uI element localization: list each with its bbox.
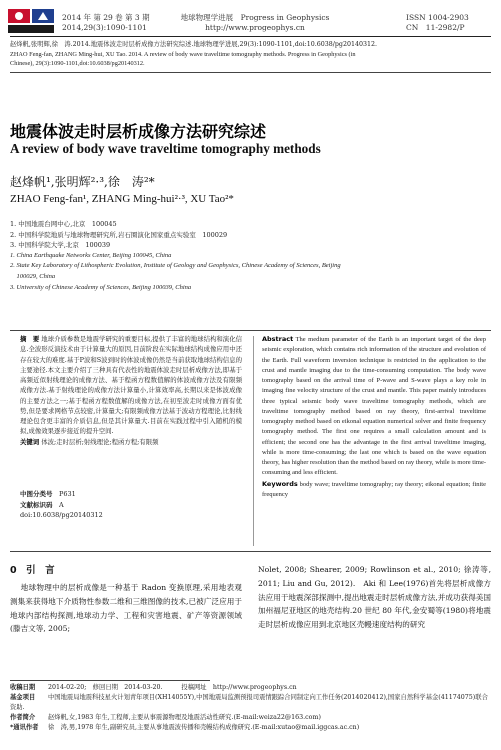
- footnote-text: 徐 涛,男,1978 年生,副研究员,主要从事地震波传播和壳幔结构成像研究.(E-mail:xutao@mail.iggcas.ac.cn): [48, 724, 360, 731]
- issn-block: [406, 13, 469, 33]
- journal-title: 地球物理学进展 Progress in Geophysics: [180, 13, 330, 22]
- citation-line: Chinese), 29(3):1090-1101,doi:10.6038/pg20140312.: [10, 60, 145, 68]
- clc-label: 中图分类号: [20, 490, 53, 498]
- doc-code: A: [59, 500, 64, 509]
- section-number: 0: [10, 565, 17, 576]
- affiliation-line: 2. 中国科学院地质与地球物理研究所,岩石圈演化国家重点实验室 100029: [10, 230, 228, 239]
- abstract-english: [262, 334, 486, 500]
- footnote-text: 2014-02-20; 修回日期 2014-03-20. 投稿网址 http://www.progeophys.cn: [48, 684, 297, 691]
- abstract-divider: [253, 336, 254, 546]
- journal-website-link[interactable]: http://www.progeophys.cn: [205, 23, 305, 32]
- abstract-en-text: The medium parameter of the Earth is an important target of the deep seismic exploration, which contains rich information of the structure and evolution of the Earth. Full waveform inversion technique is restricted in the application to the crust and mantle imaging due to the time-consuming computation. The body wave tomography based on the arrival time of P-wave and S-wave plays a key role in imaging fine velocity structure of the crust and mantle. This paper mainly introduces three typical seismic body wave traveltime tomography methods, which are traveltime tomography method based on ray theory, first-arrival traveltime tomography method based on eikonal equation numerical solver and finite frequency tomography method. The first one requires a small calculation amount and is efficient; the second one has the advantage in the first arrival traveltime imaging, while is more time-consuming; the last one which is based on the wave equation theory, has higher resolution than the method based on ray theory, while is more time-consuming and less efficient.: [262, 336, 486, 477]
- keywords-cn-label: 关键词: [20, 437, 40, 446]
- affiliation-line: 2. State Key Laboratory of Lithospheric Evolution, Institute of Geology and Geophysics, Chinese Academy of Sciences, Beijing: [10, 262, 341, 270]
- title-chinese: 地震体波走时层析成像方法研究综述: [10, 122, 267, 141]
- affiliation-line: 3. University of Chinese Academy of Sciences, Beijing 100039, China: [10, 283, 192, 291]
- keywords-cn: [20, 437, 242, 447]
- issn: ISSN 1004-2903: [406, 13, 469, 22]
- citation-line: ZHAO Feng-fan, ZHANG Ming-hui, XU Tao. 2014. A review of body wave traveltime tomography methods. Progress in Geophysics (in: [10, 50, 356, 58]
- abstract-cn-label: 摘 要: [20, 335, 40, 343]
- body-paragraph: 地球物理中的层析成像是一种基于 Radon 变换原理,采用地表观测集来获得地下介质物性参数二维和三维图像的技术,已被广泛应用于地球内部结构探测,地球动力学、工程和灾害地震、矿产等资源领域(滕吉文等, 2005;: [10, 583, 242, 634]
- year-volume-pages: 2014,29(3):1090-1101: [62, 23, 147, 32]
- affiliation-line: 100029, China: [10, 272, 56, 280]
- keywords-en-text: body wave; traveltime tomography; ray theory; eikonal equation; finite frequency: [262, 480, 486, 498]
- abstract-top-rule: [10, 330, 491, 331]
- body-paragraph: Nolet, 2008; Shearer, 2009; Rowlinson et al., 2010; 徐涛等, 2011; Liu and Gu, 2012). Aki 和 Lee(1976)首先将层析成像方法应用于地震深部探测中,提出地震走时层析成像方法,并成功获得美国加州福尼亚地区的地壳结构.20 世纪 80 年代,金安蜀等(1980)将地震走时层析成像应用到北京地区壳幔速度结构的研究: [258, 565, 491, 630]
- classification-block: [20, 489, 103, 521]
- affiliation-line: 3. 中国科学院大学,北京 100039: [10, 241, 111, 250]
- section-title: 引 言: [26, 565, 55, 576]
- abstract-cn-text: 地球介质参数是地震学研究的重要目标,提供了丰富的地球结构和演化信息.全波形反演技术由于计算量大的原因,目前阶段在实际地球结构成像应用中还存在较大的难度.基于P波和S波到时的体波成像仍然是当前获取地球结构信息的主要途径.本文主要介绍了三种具有代表性的地震体波走时层析成像方法,即基于高频近似射线理论的成像方法、基于程函方程数值解的体波成像方法及有限频成像方法.基于射线理论的成像方法计算量小,计算效率高,长期以来是体波成像的主要方法之一;基于程函方程数值解的成像方法,在初至波走时成像方面有优势,但是要求网格节点较密,计算量大;有限频成像方法基于波动方程理论,比射线理论包含更丰富的介质信息,但是其计算量大.目前在实践过程中引入随机的模拟,成像效果逐步接近的提升空间.: [20, 335, 243, 436]
- footnote-rule: [10, 680, 210, 681]
- footnote-label: *通讯作者: [10, 724, 39, 731]
- footnote-author: [10, 713, 491, 723]
- doi-link[interactable]: doi:10.6038/pg20140312: [20, 511, 103, 520]
- footnote-label: 收稿日期: [10, 684, 36, 691]
- affiliation-line: 1. 中国地震台网中心,北京 100045: [10, 220, 117, 228]
- keywords-en-label: Keywords: [262, 479, 298, 488]
- footnote-label: 基金项目: [10, 694, 36, 701]
- body-column-right: [258, 563, 491, 632]
- authors-english: ZHAO Feng-fan¹, ZHANG Ming-hui²·³, XU Tao²*: [10, 193, 234, 205]
- keywords-en: [262, 479, 486, 501]
- footnotes: [10, 683, 491, 733]
- citation-line: 赵烽帆,张明辉,徐 涛.2014.地震体波走时层析成像方法研究综述.地球物理学进展,29(3):1090-1101,doi:10.6038/pg20140312.: [10, 41, 377, 48]
- journal-year-volume: 2014 年 第 29 卷 第 3 期: [62, 13, 150, 22]
- issue-info: [62, 13, 150, 33]
- footnote-corresponding: [10, 723, 491, 733]
- title-english: A review of body wave traveltime tomography methods: [10, 141, 321, 156]
- footnote-label: 作者简介: [10, 714, 36, 721]
- clc-number: P631: [59, 490, 76, 498]
- abstract-bottom-rule: [10, 551, 491, 552]
- authors-chinese: 赵烽帆¹,张明辉²·³,徐 涛²*: [10, 175, 155, 189]
- keywords-cn-text: 体波;走时层析;射线理论;程函方程;有限频: [41, 437, 159, 446]
- abstract-en-label: Abstract: [262, 335, 294, 343]
- header-rule: [10, 36, 491, 37]
- footnote-text: 赵烽帆,女,1983 年生,工程师,主要从事震源物理及地震活动性研究.(E-mail:weiza22@163.com): [48, 714, 321, 721]
- cn-number: CN 11-2982/P: [406, 23, 465, 32]
- affiliations: [10, 219, 491, 293]
- affiliation-line: 1. China Earthquake Networks Center, Beijing 100045, China: [10, 251, 172, 259]
- footnote-received: [10, 683, 491, 693]
- citation-block: [10, 40, 491, 69]
- abstract-chinese: [20, 334, 242, 447]
- body-column-left: [10, 581, 242, 636]
- doc-code-label: 文献标识码: [20, 500, 53, 509]
- journal-name: [160, 13, 350, 33]
- footnote-funding: [10, 693, 491, 713]
- footnote-text: 中国地震局地震科技星火计划青年项目(XH14055Y),中国地震局监测预报司震情跟踪合同制定向工作任务(2014020412),国家自然科学基金(41174075)联合资助.: [10, 694, 488, 711]
- citation-rule: [10, 72, 491, 73]
- section-heading: [10, 562, 55, 576]
- journal-logo: [8, 9, 58, 33]
- journal-header: [0, 0, 501, 36]
